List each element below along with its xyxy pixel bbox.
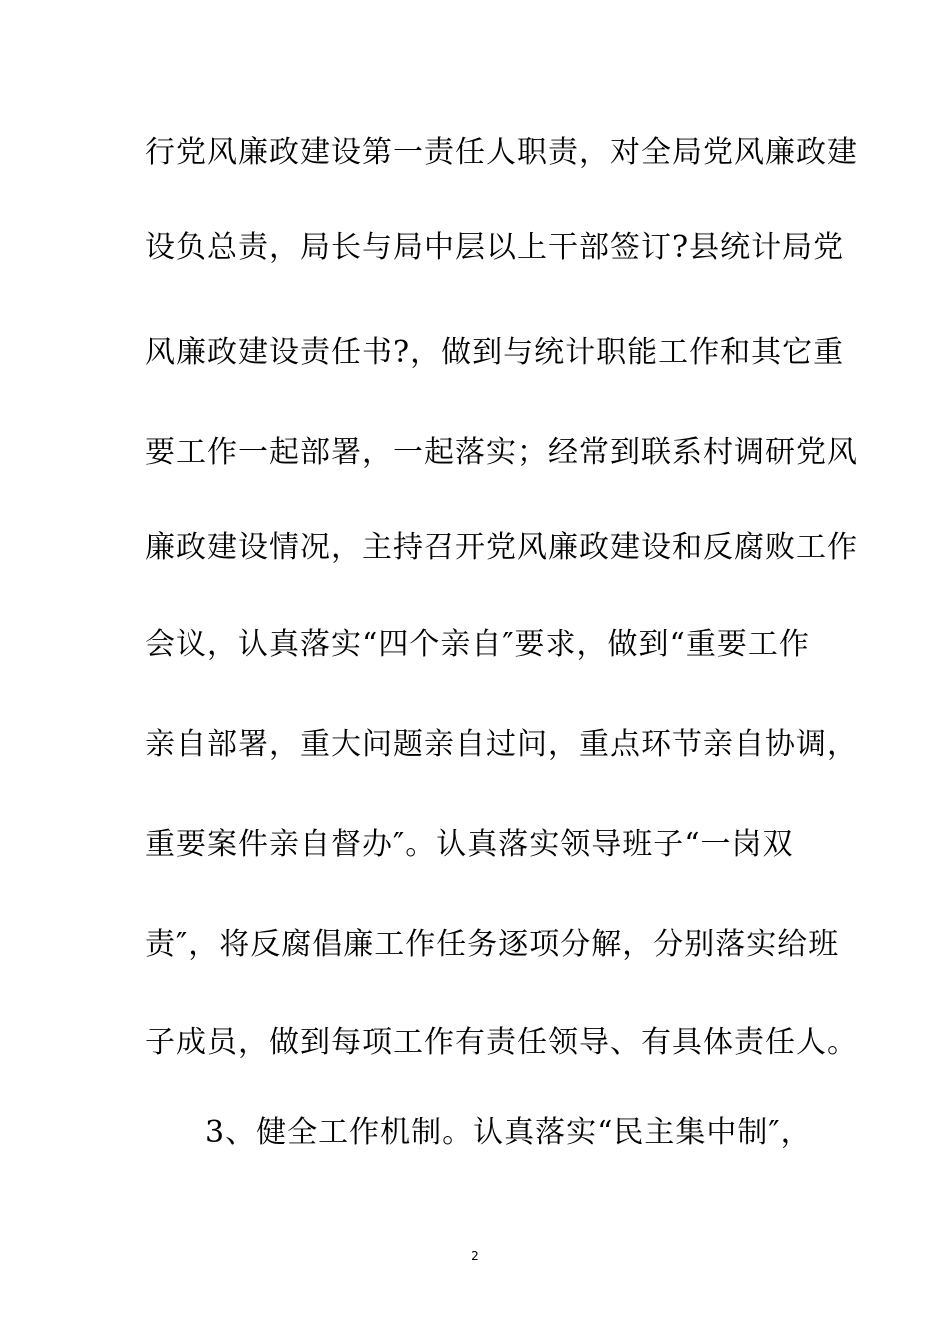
body-text-line: 责″，将反腐倡廉工作任务逐项分解，分别落实给班 (145, 927, 840, 962)
numbered-paragraph-start: 3、健全工作机制。认真落实“民主集中制″， (205, 1115, 812, 1150)
body-text-line: 行党风廉政建设第一责任人职责，对全局党风廉政建 (145, 135, 858, 170)
body-text-line: 重要案件亲自督办″。认真落实领导班子“一岗双 (145, 827, 794, 862)
body-text-line: 廉政建设情况，主持召开党风廉政建设和反腐败工作 (145, 530, 858, 565)
body-text-line: 设负总责，局长与局中层以上干部签订?县统计局党 (145, 230, 845, 265)
body-text-line: 会议，认真落实“四个亲自″要求，做到“重要工作 (145, 627, 810, 662)
body-text-line: 风廉政建设责任书?，做到与统计职能工作和其它重 (145, 335, 845, 370)
page-number: 2 (471, 1249, 479, 1263)
body-text-line: 亲自部署，重大问题亲自过问，重点环节亲自协调， (145, 727, 858, 762)
body-text-line: 要工作一起部署，一起落实；经常到联系村调研党风 (145, 435, 858, 470)
body-text-line: 子成员，做到每项工作有责任领导、有具体责任人。 (145, 1025, 858, 1060)
